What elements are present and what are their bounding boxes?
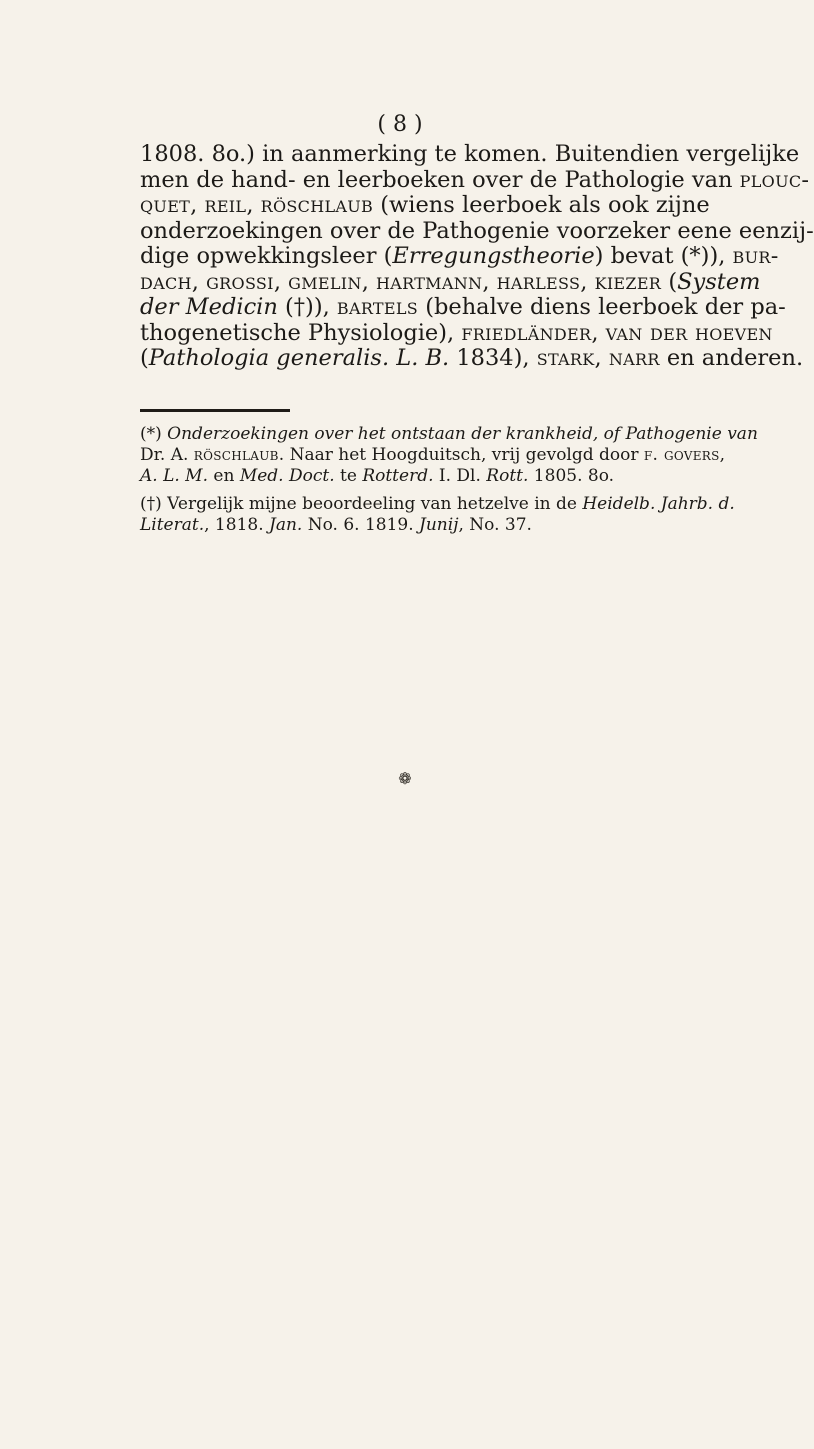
text-run: , [246,192,261,218]
text-run: ) bevat (*)), [594,243,733,269]
italic-text: Jan. [269,515,303,535]
text-run: te [334,466,363,486]
author-name: quet [140,192,191,218]
body-line [140,141,800,168]
text-run: Dr. A. [140,445,194,465]
author-name: röschlaub [193,445,279,465]
author-name: stark [536,345,595,371]
text-run: (†) Vergelijk mijne beoordeeling van hetzelve in de [140,494,583,514]
footnote-divider [140,409,290,412]
body-line [140,294,786,321]
text-run: dige opwekkingsleer ( [140,243,393,269]
footnote [140,494,755,536]
text-run: , [594,345,609,371]
italic-text: System [677,268,761,295]
text-run: 1834), [449,345,537,371]
text-run: , [719,445,726,465]
text-run: , [591,319,606,346]
italic-text: A. L. M. [140,466,208,486]
text-run: (*) [140,424,168,444]
italic-text: Heidelb. Jahrb. d. [582,494,735,514]
italic-text: Med. Doct. [239,466,335,486]
text-run: ( [140,345,149,371]
text-run: , No. 37. [458,515,532,535]
author-name: friedländer [461,319,592,346]
text-run: . Naar het Hoogduitsch, vrij gevolgd door [278,445,644,465]
footnote-line [140,515,755,536]
text-run: , [482,268,497,295]
author-name: grossi [206,268,274,295]
author-name: röschlaub [260,192,374,218]
footnote-line [140,466,755,487]
footnotes [140,424,758,543]
text-run: , [580,268,595,295]
body-line [140,345,804,372]
footnote-line [140,445,755,466]
page-number: ( 8 ) [377,112,423,137]
author-name: reil [204,192,247,218]
footnote-line [140,494,755,515]
text-run: (wiens leerboek als ook zijne [373,192,710,218]
ornament-icon: ❁ [398,769,412,788]
italic-text: Junij [419,515,459,535]
author-name: bur- [732,243,779,269]
italic-text: Rott. [486,466,529,486]
text-run: 1808. 8o.) in aanmerking te komen. Buitendien vergelijke [140,141,800,167]
body-line [140,217,814,245]
text-run: , [191,268,207,295]
text-run: men de hand- en leerboeken over de Pathologie van [140,166,740,193]
text-run: , 1818. [204,515,270,535]
footnote-line [140,424,758,445]
italic-text: Onderzoekingen over het ontstaan der krankheid, of Pathogenie van [167,424,758,444]
author-name: hartmann [376,268,483,295]
italic-text: Literat. [140,515,205,535]
body-line [140,166,810,194]
italic-text: Pathologia generalis. L. B. [148,345,450,371]
text-run: en [208,466,240,486]
text-run: No. 6. 1819. [302,515,420,535]
text-run: (behalve diens leerboek der pa- [418,294,786,320]
text-run: I. Dl. [433,466,487,486]
footnote [140,424,758,487]
text-run: thogenetische Physiologie), [140,319,462,346]
author-name: plouc- [739,166,810,193]
text-run: 1805. 8o. [528,466,615,486]
body-line [140,268,761,296]
author-name: gmelin [288,268,362,295]
text-run: , [190,192,205,218]
author-name: f. govers [643,445,720,465]
text-run: , [273,268,289,295]
text-run: en anderen. [659,345,804,371]
author-name: bartels [336,294,419,320]
author-name: dach [140,268,192,295]
text-run: ( [661,268,678,295]
body-line [140,319,773,347]
author-name: kiezer [594,268,662,295]
italic-text: der Medicin [140,294,278,320]
author-name: harless [496,268,581,295]
italic-text: Erregungstheorie [392,243,595,269]
body-line [140,243,779,270]
body-line [140,193,755,219]
body-text [140,141,814,372]
author-name: van der hoeven [605,319,773,346]
text-run: (†)), [277,294,337,320]
text-run: , [361,268,377,295]
italic-text: Rotterd. [362,466,434,486]
text-run: onderzoekingen over de Pathogenie voorzeker eene eenzij- [140,217,814,244]
author-name: narr [608,345,660,371]
